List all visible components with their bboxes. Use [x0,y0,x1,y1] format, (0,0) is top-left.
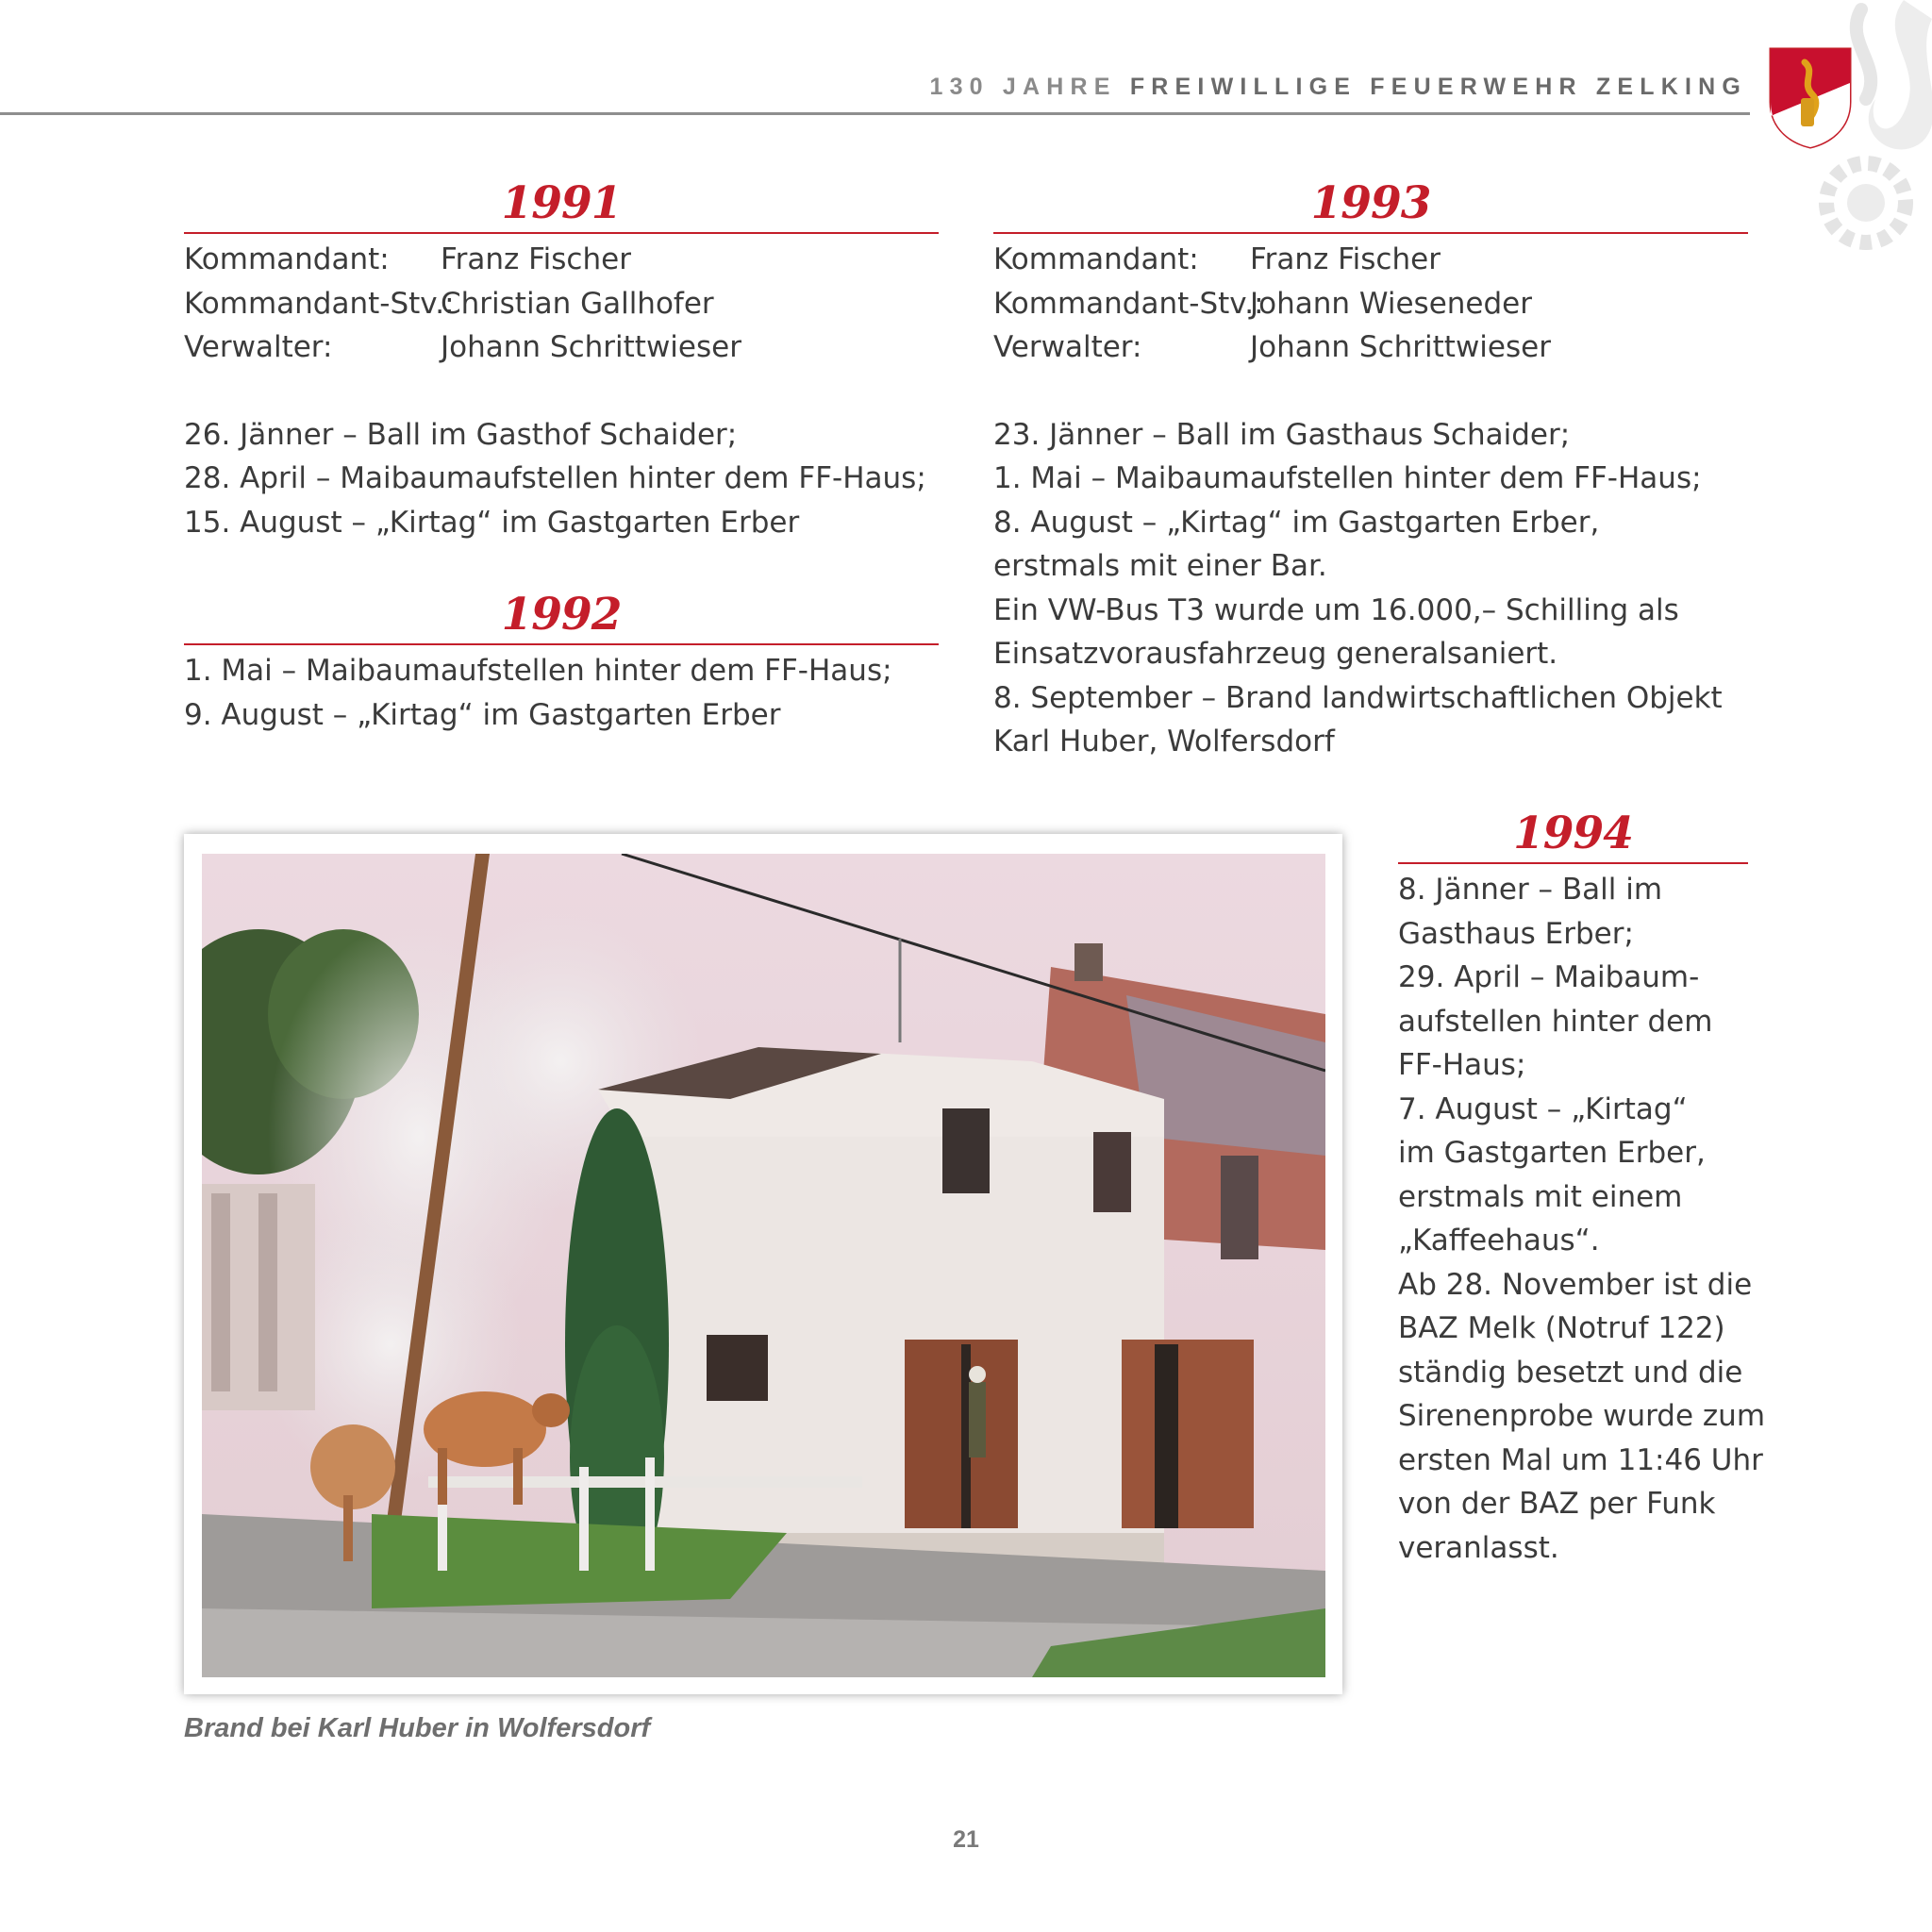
section-1991 [184,179,939,544]
event-line: 8. Jänner – Ball im [1398,873,1663,907]
event-line: FF-Haus; [1398,1048,1526,1082]
event-line: 29. April – Maibaum- [1398,960,1700,994]
year-heading: 1992 [501,589,622,641]
event-line: 23. Jänner – Ball im Gasthaus Schaider; [993,417,1571,452]
year-rule [993,232,1748,234]
header-rule [0,112,1750,115]
event-line: 8. September – Brand landwirtschaftlichen Objekt [993,680,1723,715]
event-line: BAZ Melk (Notruf 122) [1398,1311,1725,1345]
coat-of-arms-icon [1767,45,1854,149]
event-line: Ein VW-Bus T3 wurde um 16.000,– Schilling als [993,592,1679,627]
event-line: erstmals mit einer Bar. [993,549,1327,583]
year-heading: 1994 [1513,808,1633,859]
event-line: 1. Mai – Maibaumaufstellen hinter dem FF-Haus; [184,654,892,688]
year-heading: 1991 [501,177,622,229]
photo-caption: Brand bei Karl Huber in Wolfersdorf [184,1713,651,1743]
role-row: Verwalter: Johann Schrittwieser [993,330,1551,364]
event-line: veranlasst. [1398,1530,1559,1565]
event-line: 7. August – „Kirtag“ [1398,1091,1688,1126]
fire-photo [202,854,1325,1677]
event-line: ständig besetzt und die [1398,1355,1743,1390]
year-rule [1398,862,1748,864]
event-line: Einsatzvorausfahrzeug generalsaniert. [993,637,1558,671]
event-line: 8. August – „Kirtag“ im Gastgarten Erber, [993,505,1600,540]
photo-frame [184,834,1342,1694]
year-rule [184,643,939,645]
event-line: von der BAZ per Funk [1398,1487,1716,1521]
event-line: 9. August – „Kirtag“ im Gastgarten Erber [184,697,781,732]
event-line: 26. Jänner – Ball im Gasthof Schaider; [184,417,738,452]
role-row: Kommandant: Franz Fischer [993,242,1441,276]
event-line: im Gastgarten Erber, [1398,1136,1706,1170]
event-line: „Kaffeehaus“. [1398,1224,1600,1257]
role-row: Kommandant-Stv.: Christian Gallhofer [184,286,714,321]
event-line: 28. April – Maibaumaufstellen hinter dem FF-Haus; [184,461,926,495]
running-header [929,74,1747,101]
section-1994 [1398,808,1766,1570]
event-line: erstmals mit einem [1398,1179,1683,1214]
event-line: 1. Mai – Maibaumaufstellen hinter dem FF-Haus; [993,461,1702,495]
role-row: Verwalter: Johann Schrittwieser [184,330,741,364]
year-rule [184,232,939,234]
event-line: aufstellen hinter dem [1398,1004,1713,1039]
header-title: FREIWILLIGE FEUERWEHR ZELKING [1129,74,1747,100]
event-line: Sirenenprobe wurde zum [1398,1399,1766,1433]
role-row: Kommandant: Franz Fischer [184,242,631,276]
section-1993 [993,179,1748,764]
event-line: Karl Huber, Wolfersdorf [993,724,1335,758]
year-heading: 1993 [1310,177,1431,229]
event-line: 15. August – „Kirtag“ im Gastgarten Erber [184,505,800,540]
role-row: Kommandant-Stv.: Johann Wieseneder [993,286,1532,321]
event-line: Ab 28. November ist die [1398,1267,1753,1302]
event-line: Gasthaus Erber; [1398,916,1634,951]
section-1992 [184,591,939,737]
page-number: 21 [953,1826,979,1853]
event-line: ersten Mal um 11:46 Uhr [1398,1442,1763,1477]
header-prefix: 130 JAHRE [929,74,1117,100]
